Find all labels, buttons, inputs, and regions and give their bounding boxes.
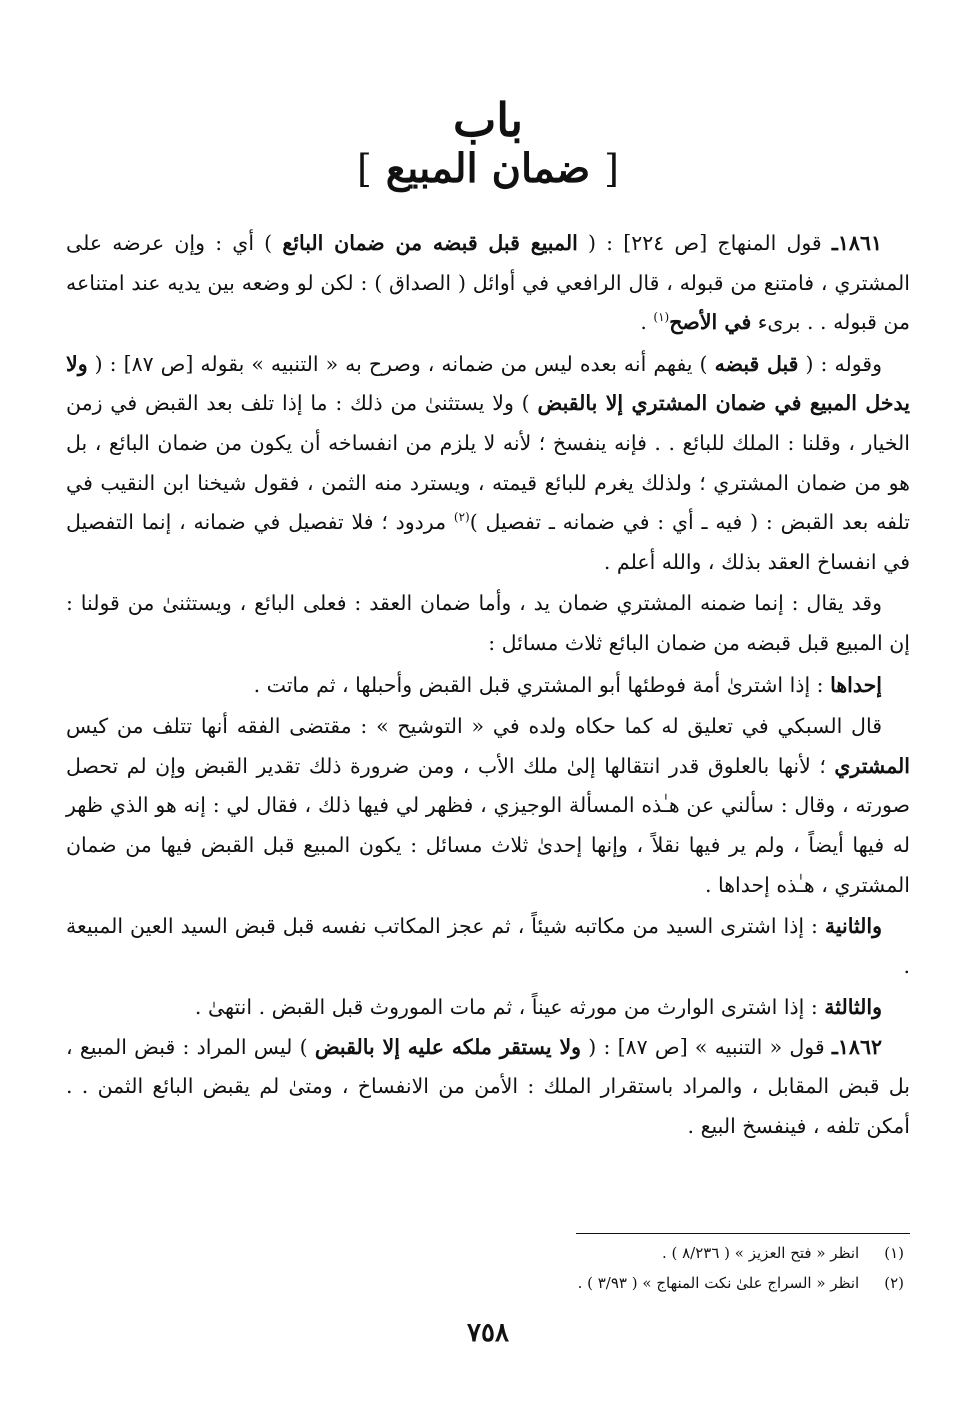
section-text: قال السبكي في تعليق له كما حكاه ولده في « التوشيح » : مقتضى الفقه أنها تتلف من كيس [66,714,882,739]
case-label: والثانية [824,914,882,939]
paragraph-1861 [66,224,910,343]
paragraph-1862 [66,1028,910,1147]
quoted-text: المبيع قبل قبضه من ضمان البائع [282,231,578,255]
section-text: ) ولا يستثنىٰ من ذلك : ما إذا تلف بعد القبض في زمن الخيار ، وقلنا : الملك للبائع . . فإنه ينفسخ ؛ لأنه لا يلزم من انفساخه أن يكون من ضمان البائع ، بل هو من ضمان المشتري ؛ ولذلك يغرم للبائع قيمته ، ويسترد منه الثمن ، فقول شيخنا ابن النقيب في تلفه بعد القبض : ( فيه ـ أي : في ضمانه ـ تفصيل ) [66,391,910,535]
section-lead: قول « التنبيه » [ص ٨٧] : ( [588,1034,825,1059]
section-text: ؛ لأنها بالعلوق قدر انتقالها إلىٰ ملك الأب ، ومن ضرورة ذلك تقدير القبض وإن لم تحصل صورته ، وقال : سألني عن هـٰذه المسألة الوجيزي ، فظهر لي فيها ذلك ، فقال لي : إنه هو الذي ظهر له فيها أيضاً ، ولم ير فيها نقلاً ، وإنها إحدىٰ ثلاث مسائل : يكون المبيع قبل القبض فيها من ضمان المشتري ، هـٰذه إحداها . [66,753,910,897]
case-label: والثالثة [824,995,882,1020]
quoted-text: ولا يستقر ملكه عليه إلا بالقبض [314,1034,582,1059]
bracket-open: [ [604,147,619,191]
footnote-text: انظر « فتح العزيز » ( ٨/٢٣٦ ) . [661,1244,860,1262]
case-label: إحداها [830,672,882,697]
quoted-text: قبل قبضه [714,351,799,376]
paragraph-thalitha [66,988,910,1028]
quoted-text: ولا يدخل المبيع في ضمان المشتري إلا بالقبض [66,351,910,416]
section-text: وقد يقال : إنما ضمنه المشتري ضمان يد ، وأما ضمان العقد : فعلى البائع ، ويستثنىٰ من قولنا : إن المبيع قبل قبضه من ضمان البائع ثلاث مسائل : [66,591,910,655]
section-number: ١٨٦١ـ [831,231,882,255]
section-text: : إذا اشترى الوارث من مورثه عيناً ، ثم مات الموروث قبل القبض . انتهىٰ . [194,995,825,1020]
section-text: ) يفهم أنه بعده ليس من ضمانه ، وصرح به « التنبيه » بقوله [ص ٨٧] : ( [94,351,708,376]
paragraph-wa-qad-yuqal [66,584,910,663]
footnote-number: (٢) [884,1274,904,1292]
section-text: ) ليس المراد : قبض المبيع ، بل قبض المقابل ، والمراد باستقرار الملك : الأمن من الانفساخ ، ومتىٰ لم يقبض البائع الثمن . . أمكن تلفه ، فينفسخ البيع . [66,1034,910,1139]
footnote-2 [66,1272,904,1294]
chapter-header [0,92,976,194]
chapter-title-text: ضمان المبيع [385,145,591,192]
quoted-text: في الأصح [669,310,752,335]
section-text: : إذا اشترىٰ أمة فوطئها أبو المشتري قبل القبض وأحبلها ، ثم ماتت . [253,672,831,697]
bab-heading: باب [452,93,524,147]
footnote-text: انظر « السراج علىٰ نكت المنهاج » ( ٣/٩٣ ) . [577,1274,860,1292]
section-text: ) أي : وإن عرضه على المشتري ، فامتنع من قبوله ، قال الرافعي في أوائل ( الصداق ) : لكن لو وضعه بين يديه عند امتناعه من قبوله . . برىء [66,231,910,335]
section-lead: وقوله : ( [805,351,882,376]
paragraph-subki [66,707,910,905]
bracket-close: ] [357,147,372,191]
paragraph-qawluhu [66,345,910,583]
paragraph-ihdaha [66,666,910,706]
footnote-number: (١) [884,1244,904,1262]
footnote-1 [66,1242,904,1264]
section-end: مردود ؛ فلا تفصيل في ضمانه ، إنما التفصيل في انفساخ العقد بذلك ، والله أعلم . [66,510,910,574]
page-number: ٧٥٨ [467,1318,509,1348]
paragraph-thaniya [66,907,910,986]
section-number: ١٨٦٢ـ [831,1034,882,1059]
section-end: . [640,310,654,335]
section-lead: قول المنهاج [ص ٢٢٤] : ( [587,231,822,255]
footnote-ref: (٢) [453,510,470,525]
section-text: : إذا اشترى السيد من مكاتبه شيئاً ، ثم عجز المكاتب نفسه قبل قبض السيد العين المبيعة . [66,914,910,978]
emphasis-text: المشتري [834,753,910,778]
main-text [66,224,910,1147]
footnote-divider [576,1233,910,1234]
footnote-ref: (١) [653,310,670,325]
chapter-title [0,144,976,194]
